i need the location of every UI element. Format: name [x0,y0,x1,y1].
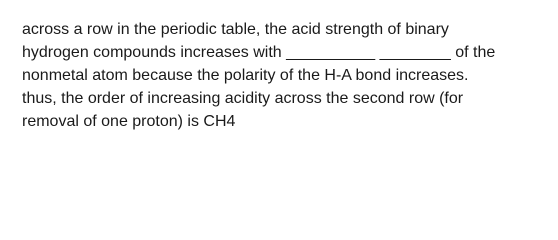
question-line: nonmetal atom because the polarity of the H-A bond increases. [22,67,469,84]
question-text [22,18,552,133]
question-line: removal of one proton) is CH4 [22,113,236,130]
question-line: thus, the order of increasing acidity across the second row (for [22,90,464,107]
question-line: hydrogen compounds increases with __________ ________ of the [22,44,496,61]
question-line: across a row in the periodic table, the acid strength of binary [22,21,449,38]
